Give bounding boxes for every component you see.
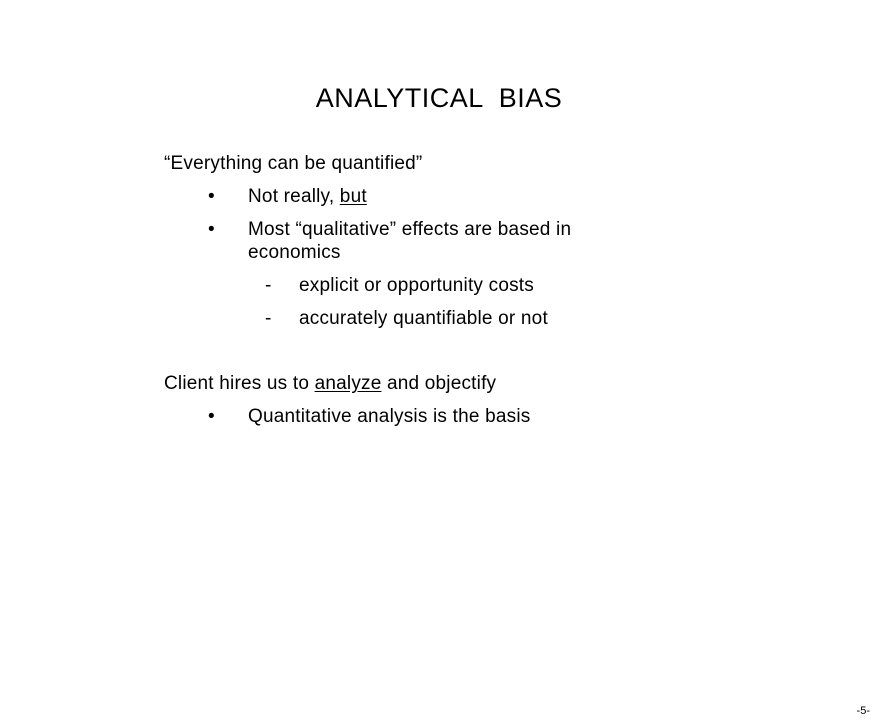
underlined-but: but [339, 186, 367, 207]
bullet-quantitative: Quantitative analysis is the basis [248, 406, 531, 427]
dash-marker: - [265, 308, 272, 329]
bullet-marker: • [208, 186, 215, 207]
dash-explicit-costs: explicit or opportunity costs [299, 275, 534, 296]
slide-title: ANALYTICAL BIAS [315, 83, 563, 113]
bullet-marker: • [208, 406, 215, 427]
page-number: -5- [856, 705, 870, 717]
dash-marker: - [265, 275, 272, 296]
section2-heading: Client hires us to analyze and objectify [164, 373, 497, 394]
underlined-analyze: analyze [314, 373, 382, 394]
bullet-not-really: Not really, but [248, 186, 367, 207]
bullet-qualitative-line1: Most “qualitative” effects are based in [248, 219, 572, 240]
bullet-qualitative-line2: economics [248, 242, 341, 263]
dash-quantifiable: accurately quantifiable or not [299, 308, 548, 329]
section1-heading: “Everything can be quantified” [164, 153, 423, 174]
bullet-marker: • [208, 219, 215, 240]
